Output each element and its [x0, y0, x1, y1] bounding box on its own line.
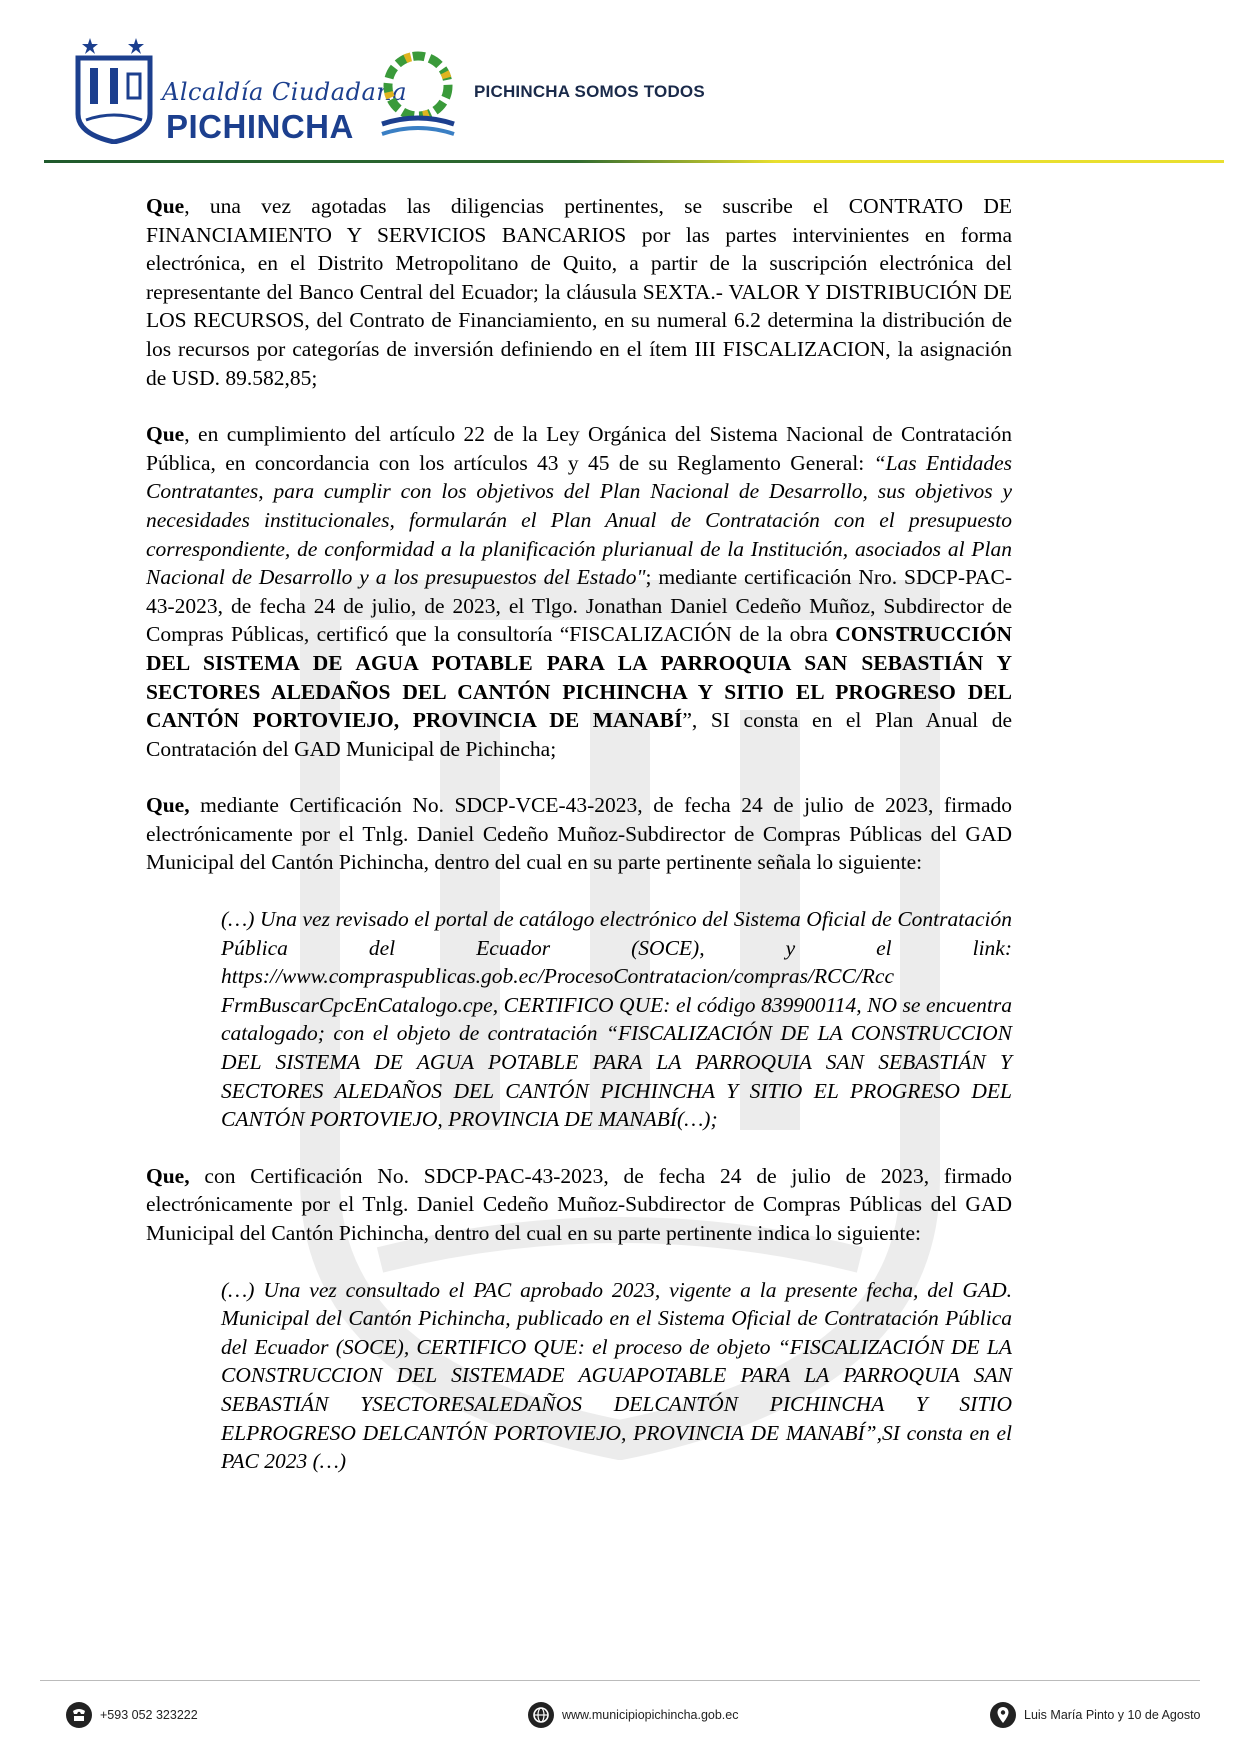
paragraph-2 — [146, 420, 1012, 763]
footer-phone — [66, 1702, 198, 1728]
paragraph-lead: Que, — [146, 1163, 190, 1188]
globe-icon — [528, 1702, 554, 1728]
paragraph-1 — [146, 192, 1012, 392]
inline-quote: “Las Entidades Contratantes, para cumplir con los objetivos del Plan Nacional de Desarrollo, sus objetivos y necesidades institucionales, formularán el Plan Anual de Contratación con el presupuesto correspondiente, de conformidad a la planificación plurianual de la Institución, asociados al Plan Nacional de Desarrollo y a los presupuestos del Estado" — [146, 450, 1012, 590]
paragraph-lead: Que — [146, 422, 185, 447]
document-body — [146, 192, 1012, 1504]
header-divider — [44, 160, 1224, 163]
paragraph-4 — [146, 1162, 1012, 1248]
somos-todos-ring-logo — [378, 44, 458, 144]
brand-script: Alcaldía Ciudadana — [162, 78, 408, 106]
block-quote-2: (…) Una vez consultado el PAC aprobado 2023, vigente a la presente fecha, del GAD. Municipal del Cantón Pichincha, publicado en el Sistema Oficial de Contratación Pública del Ecuador (SOCE), CERTIFICO QUE: el proceso de objeto “FISCALIZACIÓN DE LA CONSTRUCCION DEL SISTEMADE AGUAPOTABLE PARA LA PARROQUIA SAN SEBASTIÁN YSECTORESALEDAÑOS DELCANTÓN PICHINCHA Y SITIO ELPROGRESO DELCANTÓN PORTOVIEJO, PROVINCIA DE MANABÍ”,SI consta en el PAC 2023 (…) — [221, 1277, 1012, 1474]
phone-number: +593 052 323222 — [100, 1708, 198, 1722]
paragraph-text: , en cumplimiento del artículo 22 de la Ley Orgánica del Sistema Nacional de Contratación Pública, en concordancia con los artículos 43 y 45 de su Reglamento General: — [146, 422, 1012, 475]
paragraph-text: ”, SI consta en el Plan Anual de Contratación del GAD Municipal de Pichincha; — [146, 708, 1012, 761]
paragraph-text: con Certificación No. SDCP-PAC-43-2023, de fecha 24 de julio de 2023, firmado electrónicamente por el Tnlg. Daniel Cedeño Muñoz-Subdirector de Compras Públicas del GAD Municipal del Cantón Pichincha, dentro del cual en su parte pertinente indica lo siguiente: — [146, 1163, 1012, 1245]
paragraph-text: mediante Certificación No. SDCP-VCE-43-2023, de fecha 24 de julio de 2023, firmado electrónicamente por el Tnlg. Daniel Cedeño Muñoz-Subdirector de Compras Públicas del GAD Municipal del Cantón Pichincha, dentro del cual en su parte pertinente señala lo siguiente: — [146, 793, 1012, 875]
brand-name: PICHINCHA — [166, 108, 354, 145]
phone-icon — [66, 1702, 92, 1728]
footer-website — [528, 1702, 738, 1728]
paragraph-lead: Que, — [146, 793, 190, 818]
slogan: PICHINCHA SOMOS TODOS — [474, 82, 705, 101]
paragraph-lead: Que — [146, 194, 185, 218]
website-url[interactable]: www.municipiopichincha.gob.ec — [562, 1708, 739, 1722]
address-text: Luis María Pinto y 10 de Agosto — [1024, 1708, 1201, 1722]
block-quote-1: (…) Una vez revisado el portal de catálogo electrónico del Sistema Oficial de Contratación Pública del Ecuador (SOCE), y el link: https://www.compraspublicas.gob.ec/ProcesoContratacion/compras/RCC/Rcc FrmBuscarCpcEnCatalogo.cpe, CERTIFICO QUE: el código 839900114, NO se encuentra catalogado; con el objeto de contratación “FISCALIZACIÓN DE LA CONSTRUCCION DEL SISTEMA DE AGUA POTABLE PARA LA PARROQUIA SAN SEBASTIÁN Y SECTORES ALEDAÑOS DEL CANTÓN PICHINCHA Y SITIO EL PROGRESO DEL CANTÓN PORTOVIEJO, PROVINCIA DE MANABÍ(…); — [221, 907, 1012, 1132]
page-header — [0, 0, 1240, 170]
page-footer — [0, 1672, 1240, 1754]
project-name-bold: CONSTRUCCIÓN DEL SISTEMA DE AGUA POTABLE PARA LA PARROQUIA SAN SEBASTIÁN Y SECTORES ALEDAÑOS DEL CANTÓN PICHINCHA Y SITIO EL PROGRESO DEL CANTÓN PORTOVIEJO, PROVINCIA DE MANABÍ — [146, 622, 1012, 733]
footer-divider — [40, 1680, 1200, 1681]
paragraph-3 — [146, 791, 1012, 877]
footer-address — [990, 1702, 1201, 1728]
paragraph-text: , una vez agotadas las diligencias pertinentes, se suscribe el CONTRATO DE FINANCIAMIENTO Y SERVICIOS BANCARIOS por las partes intervinientes en forma electrónica, en el Distrito Metropolitano de Quito, a partir de la suscripción electrónica del representante del Banco Central del Ecuador; la cláusula SEXTA.- VALOR Y DISTRIBUCIÓN DE LOS RECURSOS, del Contrato de Financiamiento, en su numeral 6.2 determina la distribución de los recursos por categorías de inversión definiendo en el ítem III FISCALIZACION, la asignación de USD. 89.582,85; — [146, 194, 1012, 390]
municipal-shield-logo — [74, 34, 154, 144]
paragraph-text: ; mediante certificación Nro. SDCP-PAC-43-2023, de fecha 24 de julio, de 2023, el Tlgo. Jonathan Daniel Cedeño Muñoz, Subdirector de Compras Públicas, certificó que la consultoría “FISCALIZACIÓN de la obra — [146, 565, 1012, 647]
location-pin-icon — [990, 1702, 1016, 1728]
